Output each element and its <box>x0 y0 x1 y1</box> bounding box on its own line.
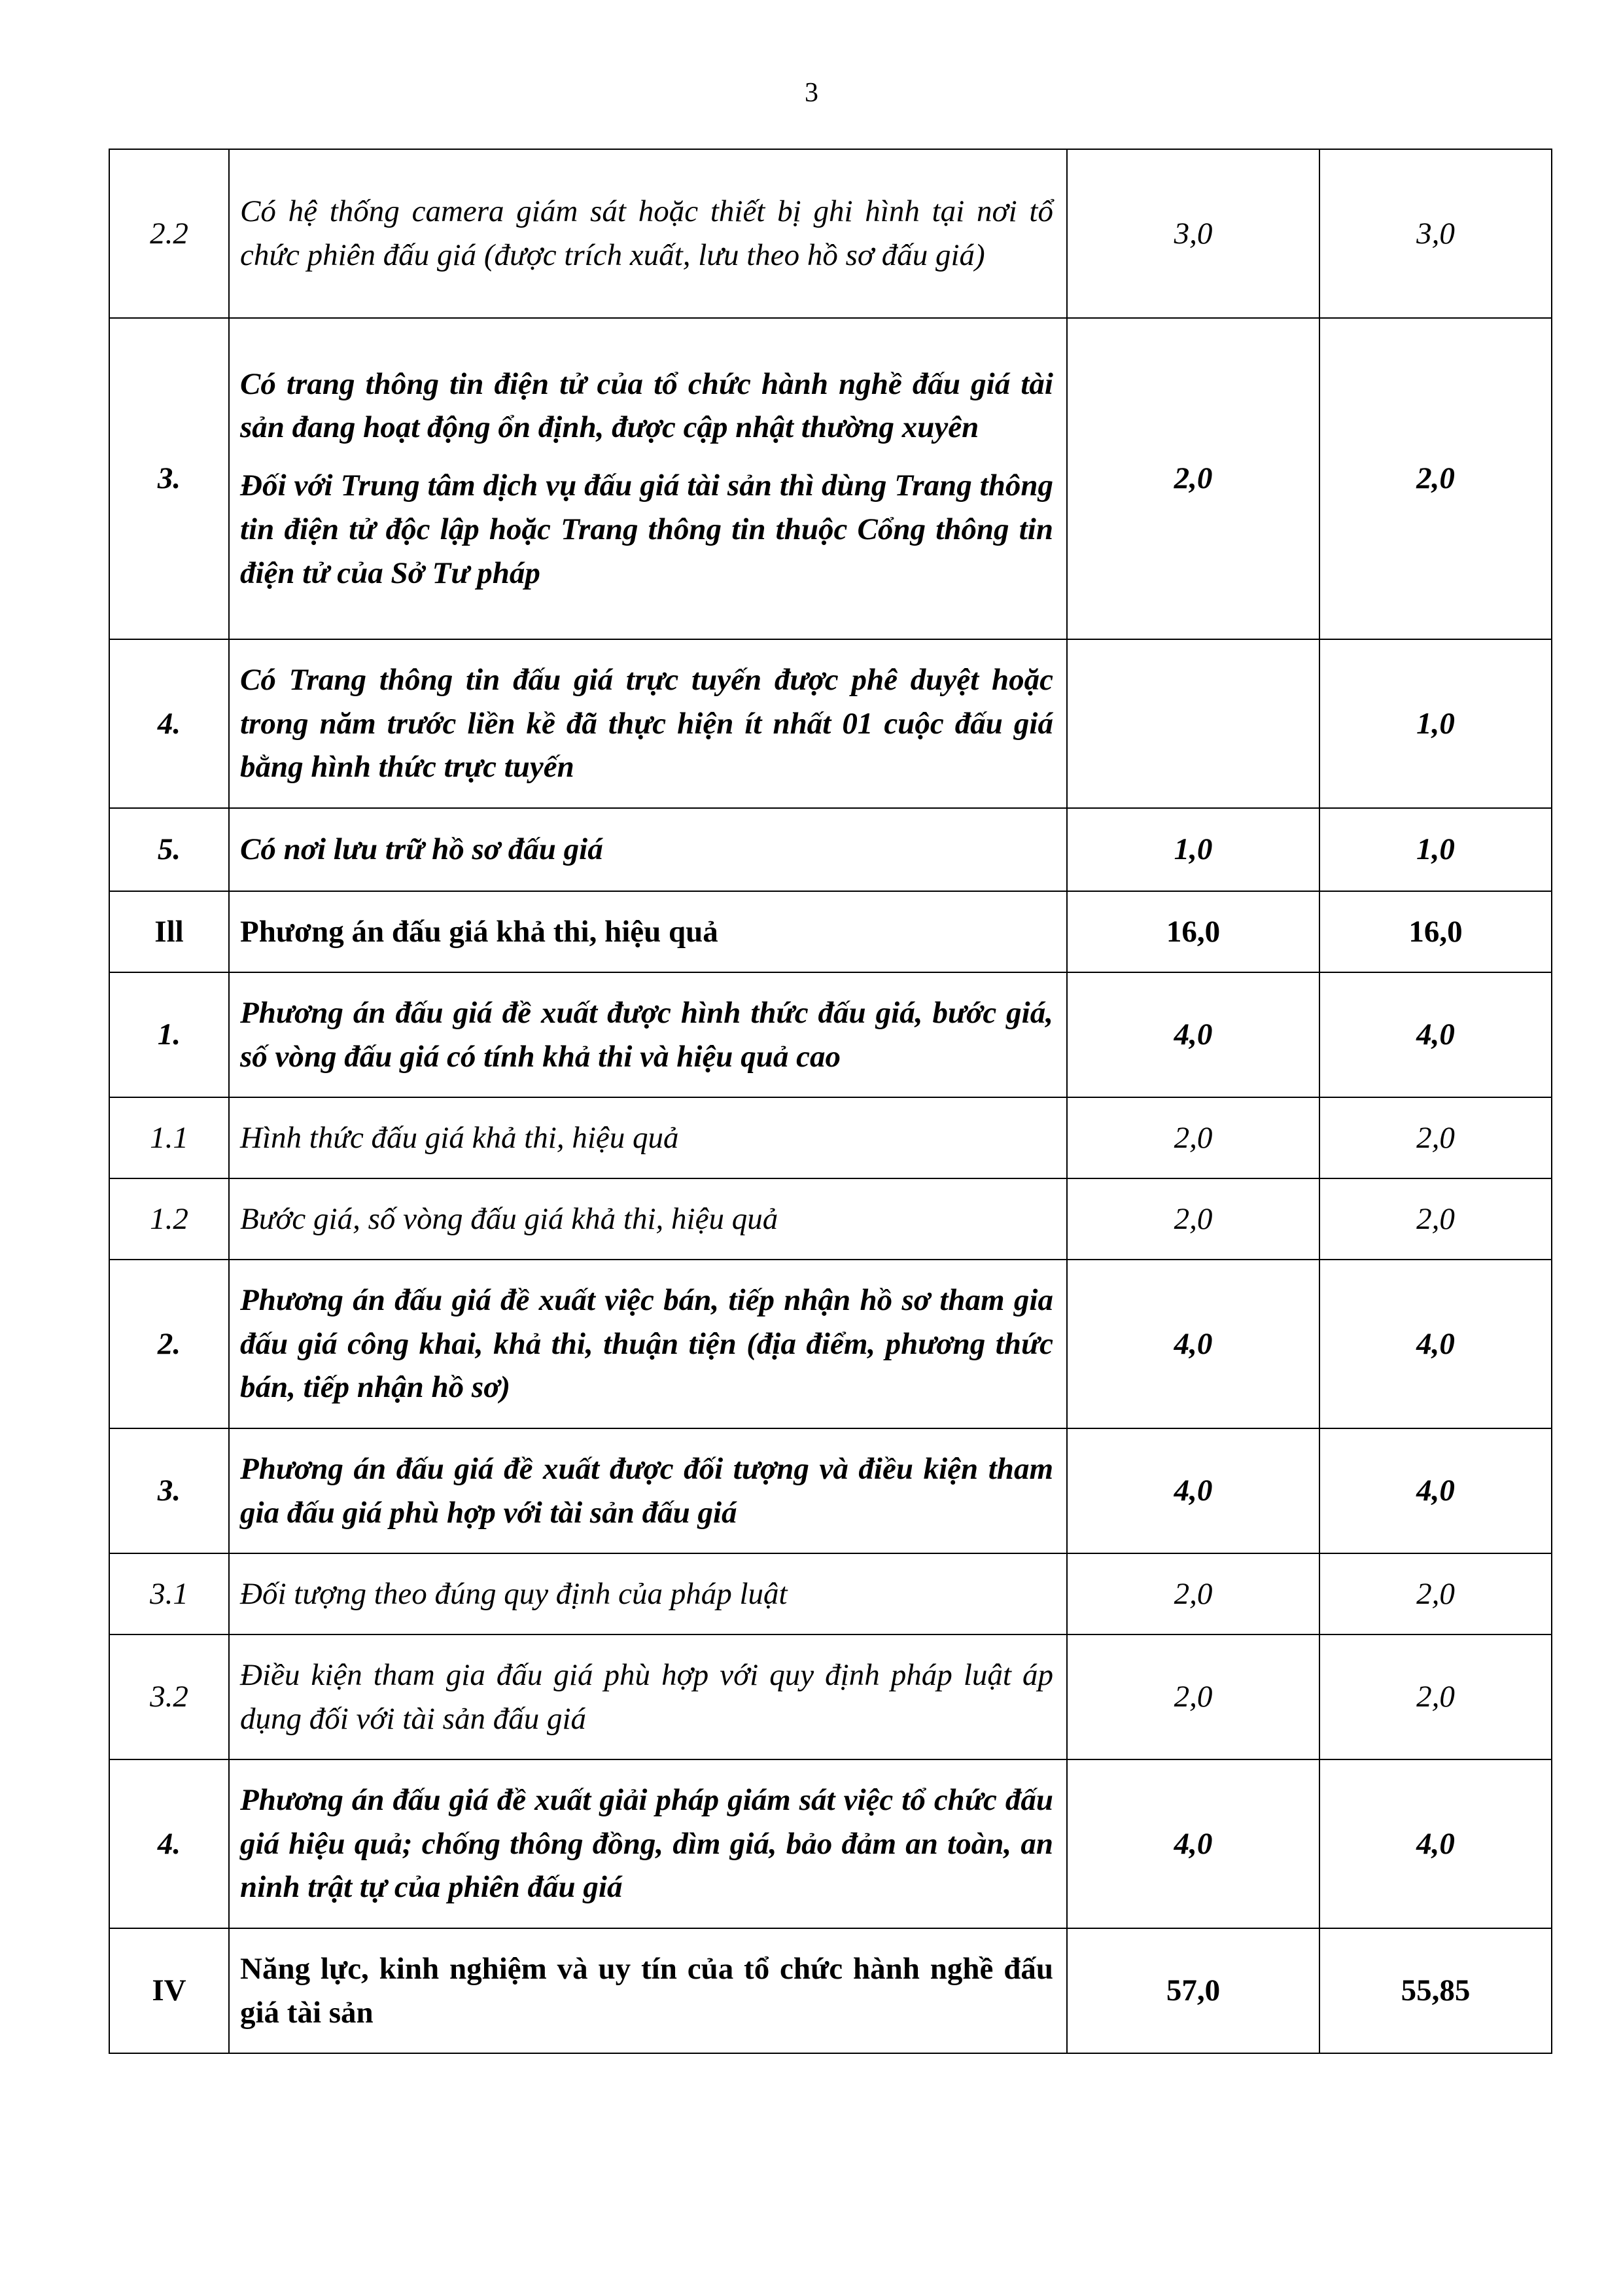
max-score-cell <box>1067 639 1319 808</box>
max-score-cell: 2,0 <box>1067 1097 1319 1178</box>
max-score-cell: 4,0 <box>1067 1759 1319 1928</box>
score-cell: 2,0 <box>1319 318 1552 639</box>
criterion-text: Bước giá, số vòng đấu giá khả thi, hiệu quả <box>240 1201 778 1236</box>
criterion-text: Có nơi lưu trữ hồ sơ đấu giá <box>240 832 603 867</box>
criterion-text: Phương án đấu giá đề xuất được hình thức đấu giá, bước giá, số vòng đấu giá có tính khả thi và hiệu quả cao <box>240 995 1053 1074</box>
criterion-text: Có Trang thông tin đấu giá trực tuyến được phê duyệt hoặc trong năm trước liền kề đã thực hiện ít nhất 01 cuộc đấu giá bằng hình thức trực tuyến <box>240 662 1053 785</box>
max-score-cell: 16,0 <box>1067 891 1319 972</box>
table-row <box>109 891 1552 972</box>
row-number: 3. <box>109 1428 229 1553</box>
row-number: IV <box>109 1928 229 2053</box>
row-number: 4. <box>109 639 229 808</box>
max-score-cell: 3,0 <box>1067 149 1319 318</box>
table-row <box>109 639 1552 808</box>
criterion-text: Phương án đấu giá khả thi, hiệu quả <box>240 914 718 949</box>
score-cell: 55,85 <box>1319 1928 1552 2053</box>
score-cell: 16,0 <box>1319 891 1552 972</box>
table-row <box>109 972 1552 1097</box>
criterion-cell <box>229 972 1067 1097</box>
score-cell: 2,0 <box>1319 1178 1552 1260</box>
criterion-cell <box>229 149 1067 318</box>
page-number: 3 <box>805 78 818 108</box>
score-cell: 4,0 <box>1319 1260 1552 1428</box>
criterion-cell <box>229 1178 1067 1260</box>
criterion-text: Có hệ thống camera giám sát hoặc thiết bị ghi hình tại nơi tổ chức phiên đấu giá (được trích xuất, lưu theo hồ sơ đấu giá) <box>240 194 1053 272</box>
score-cell: 2,0 <box>1319 1634 1552 1759</box>
table-row <box>109 1178 1552 1260</box>
criterion-cell <box>229 1759 1067 1928</box>
max-score-cell: 2,0 <box>1067 1178 1319 1260</box>
criterion-cell <box>229 1553 1067 1634</box>
criterion-cell <box>229 1097 1067 1178</box>
table-row <box>109 318 1552 639</box>
max-score-cell: 2,0 <box>1067 318 1319 639</box>
score-cell: 2,0 <box>1319 1553 1552 1634</box>
criterion-cell <box>229 1428 1067 1553</box>
criterion-text: Phương án đấu giá đề xuất giải pháp giám sát việc tổ chức đấu giá hiệu quả; chống thông đồng, dìm giá, bảo đảm an toàn, an ninh trật tự của phiên đấu giá <box>240 1782 1053 1905</box>
row-number: 1.1 <box>109 1097 229 1178</box>
max-score-cell: 2,0 <box>1067 1634 1319 1759</box>
scoring-table <box>109 149 1552 2054</box>
criterion-text: Phương án đấu giá đề xuất được đối tượng và điều kiện tham gia đấu giá phù hợp với tài sản đấu giá <box>240 1451 1053 1530</box>
row-number: 3.2 <box>109 1634 229 1759</box>
row-number: 3.1 <box>109 1553 229 1634</box>
score-cell: 4,0 <box>1319 1759 1552 1928</box>
row-number: 2. <box>109 1260 229 1428</box>
criterion-text: Phương án đấu giá đề xuất việc bán, tiếp nhận hồ sơ tham gia đấu giá công khai, khả thi, thuận tiện (địa điểm, phương thức bán, tiếp nhận hồ sơ) <box>240 1282 1053 1405</box>
criterion-text: Điều kiện tham gia đấu giá phù hợp với quy định pháp luật áp dụng đối với tài sản đấu giá <box>240 1657 1053 1736</box>
table-row <box>109 1553 1552 1634</box>
criterion-cell <box>229 1260 1067 1428</box>
max-score-cell: 4,0 <box>1067 1428 1319 1553</box>
max-score-cell: 1,0 <box>1067 808 1319 891</box>
score-cell: 4,0 <box>1319 972 1552 1097</box>
row-number: 3. <box>109 318 229 639</box>
table-row <box>109 1928 1552 2053</box>
criterion-cell <box>229 891 1067 972</box>
table-row <box>109 808 1552 891</box>
criterion-text: Đối tượng theo đúng quy định của pháp luật <box>240 1576 788 1611</box>
score-cell: 4,0 <box>1319 1428 1552 1553</box>
row-number: 2.2 <box>109 149 229 318</box>
max-score-cell: 4,0 <box>1067 1260 1319 1428</box>
score-cell: 3,0 <box>1319 149 1552 318</box>
scoring-table-body <box>109 149 1552 2053</box>
score-cell: 2,0 <box>1319 1097 1552 1178</box>
score-cell: 1,0 <box>1319 808 1552 891</box>
row-number: 1. <box>109 972 229 1097</box>
max-score-cell: 2,0 <box>1067 1553 1319 1634</box>
criterion-text: Đối với Trung tâm dịch vụ đấu giá tài sản thì dùng Trang thông tin điện tử độc lập hoặc Trang thông tin thuộc Cổng thông tin điện tử của Sở Tư pháp <box>240 468 1053 590</box>
criterion-cell <box>229 1928 1067 2053</box>
row-number: 4. <box>109 1759 229 1928</box>
max-score-cell: 57,0 <box>1067 1928 1319 2053</box>
table-row <box>109 1634 1552 1759</box>
criterion-cell <box>229 318 1067 639</box>
table-row <box>109 1260 1552 1428</box>
table-row <box>109 149 1552 318</box>
table-row <box>109 1097 1552 1178</box>
max-score-cell: 4,0 <box>1067 972 1319 1097</box>
criterion-text: Hình thức đấu giá khả thi, hiệu quả <box>240 1120 679 1155</box>
score-cell: 1,0 <box>1319 639 1552 808</box>
criterion-cell <box>229 1634 1067 1759</box>
row-number: 1.2 <box>109 1178 229 1260</box>
criterion-text: Năng lực, kinh nghiệm và uy tín của tổ chức hành nghề đấu giá tài sản <box>240 1951 1053 2030</box>
table-row <box>109 1759 1552 1928</box>
row-number: 5. <box>109 808 229 891</box>
criterion-text: Có trang thông tin điện tử của tổ chức hành nghề đấu giá tài sản đang hoạt động ổn định, được cập nhật thường xuyên <box>240 366 1053 445</box>
criterion-cell <box>229 808 1067 891</box>
table-row <box>109 1428 1552 1553</box>
criterion-cell <box>229 639 1067 808</box>
row-number: Ill <box>109 891 229 972</box>
